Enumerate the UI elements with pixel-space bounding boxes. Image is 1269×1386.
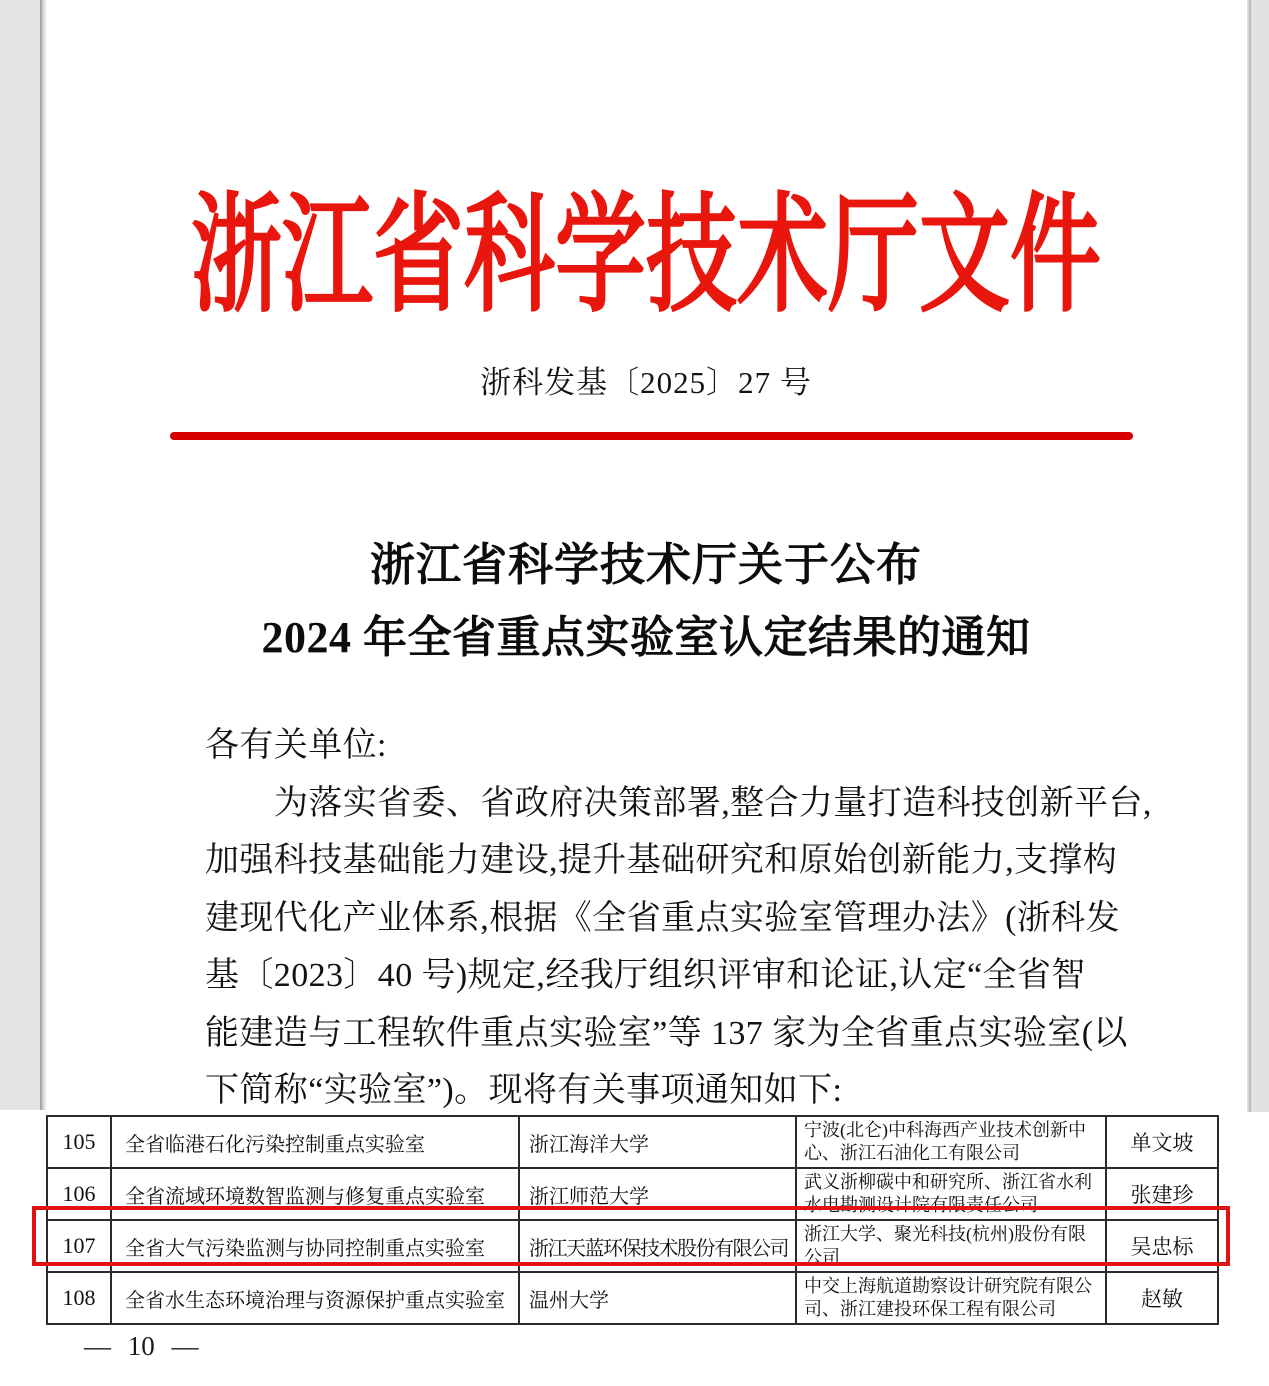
- director-cell: 吴忠标: [1106, 1220, 1218, 1272]
- page-number: — 10 —: [84, 1331, 199, 1361]
- body-line: 下简称“实验室”)。现将有关事项通知如下:: [205, 1072, 843, 1109]
- body-line: 建现代化产业体系,根据《全省重点实验室管理办法》(浙科发: [205, 899, 1121, 937]
- body-line: 基〔2023〕40 号)规定,经我厅组织评审和论证,认定“全省智: [205, 957, 1086, 994]
- row-number: 106: [47, 1168, 111, 1220]
- document-letterhead-title: 浙江省科学技术厅文件: [190, 184, 1101, 329]
- document-body: [205, 717, 1152, 1120]
- body-line: 为落实省委、省政府决策部署,整合力量打造科技创新平台,: [274, 784, 1152, 822]
- lab-name-cell: 全省临港石化污染控制重点实验室: [111, 1116, 519, 1168]
- red-divider-rule: [170, 432, 1133, 440]
- red-highlight-box-row-107: [32, 1206, 1230, 1266]
- row-number: 107: [47, 1220, 111, 1272]
- institution-cell: 浙江师范大学: [519, 1168, 796, 1220]
- notice-title-line2: 2024 年全省重点实验室认定结果的通知: [261, 613, 1031, 662]
- page-edge-shadow-right: [1247, 0, 1251, 1112]
- partners-cell: 武义浙柳碳中和研究所、浙江省水利水电勘测设计院有限责任公司: [796, 1168, 1106, 1220]
- scan-margin-right: [1251, 0, 1269, 1112]
- salutation: 各有关单位:: [205, 727, 387, 764]
- partners-cell: 宁波(北仑)中科海西产业技术创新中心、浙江石油化工有限公司: [796, 1116, 1106, 1168]
- lab-name-cell: 全省水生态环境治理与资源保护重点实验室: [111, 1272, 519, 1324]
- lab-name-cell: 全省流域环境数智监测与修复重点实验室: [111, 1168, 519, 1220]
- notice-title-line1: 浙江省科学技术厅关于公布: [369, 540, 922, 590]
- institution-cell: 浙江海洋大学: [519, 1116, 796, 1168]
- institution-cell: 浙江天蓝环保技术股份有限公司: [519, 1220, 796, 1272]
- body-line: 加强科技基础能力建设,提升基础研究和原始创新能力,支撑构: [205, 842, 1118, 879]
- row-number: 108: [47, 1272, 111, 1324]
- body-line: 能建造与工程软件重点实验室”等 137 家为全省重点实验室(以: [205, 1014, 1128, 1052]
- table-row-108: [47, 1272, 1218, 1324]
- director-cell: 张建珍: [1106, 1168, 1218, 1220]
- director-cell: 单文坡: [1106, 1116, 1218, 1168]
- institution-cell: 温州大学: [519, 1272, 796, 1324]
- director-cell: 赵敏: [1106, 1272, 1218, 1324]
- scan-margin-left: [0, 0, 40, 1110]
- partners-cell: 浙江大学、聚光科技(杭州)股份有限公司: [796, 1220, 1106, 1272]
- lab-name-cell: 全省大气污染监测与协同控制重点实验室: [111, 1220, 519, 1272]
- partners-cell: 中交上海航道勘察设计研究院有限公司、浙江建投环保工程有限公司: [796, 1272, 1106, 1324]
- table-row-105: [47, 1116, 1218, 1168]
- row-number: 105: [47, 1116, 111, 1168]
- document-number: 浙科发基〔2025〕27 号: [480, 365, 812, 400]
